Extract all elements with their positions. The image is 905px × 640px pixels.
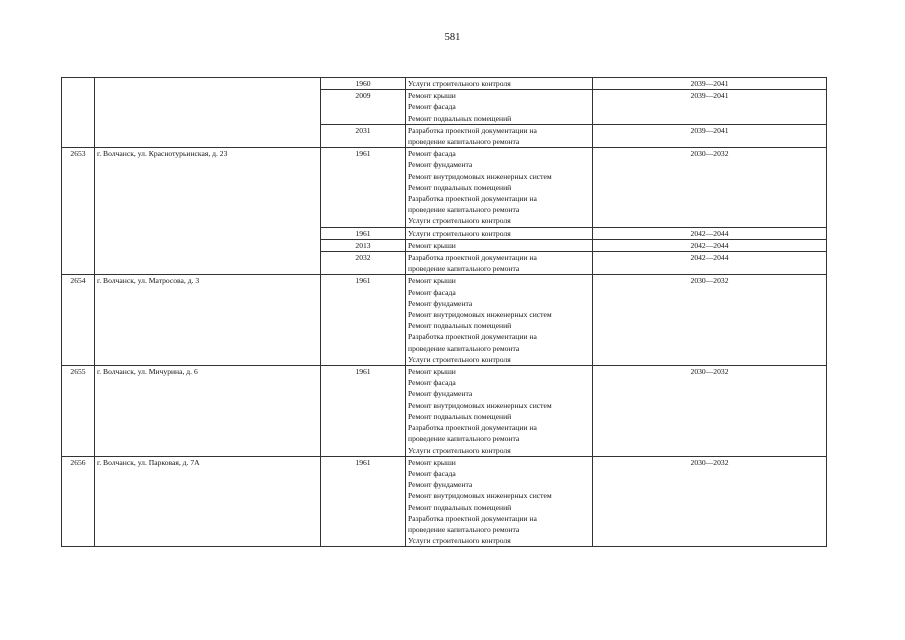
work-item: Ремонт внутридомовых инженерных систем (408, 310, 552, 320)
period-cell: 2039—2041 (593, 78, 827, 90)
works-cell (406, 252, 593, 275)
work-item: Ремонт фасада (408, 468, 456, 478)
period-cell: 2039—2041 (593, 90, 827, 125)
work-item: проведение капитального ремонта (408, 434, 520, 444)
address-cell (95, 78, 321, 148)
building-number-cell: 2654 (62, 275, 95, 366)
period-cell: 2030—2032 (593, 366, 827, 457)
year-cell: 1960 (321, 78, 406, 90)
building-number-cell (62, 78, 95, 148)
work-item: Разработка проектной документации на (408, 253, 537, 263)
year-cell: 2031 (321, 124, 406, 147)
work-item: Услуги строительного контроля (408, 216, 511, 226)
work-item: Ремонт фасада (408, 287, 456, 297)
work-item: Ремонт подвальных помещений (408, 502, 512, 512)
works-cell (406, 78, 593, 90)
page-number: 581 (444, 32, 461, 43)
works-cell (406, 239, 593, 251)
address-cell: г. Волчанск, ул. Краснотурьинская, д. 23 (95, 148, 321, 275)
address-cell: г. Волчанск, ул. Матросова, д. 3 (95, 275, 321, 366)
work-item: Ремонт внутридомовых инженерных систем (408, 491, 552, 501)
work-item: Ремонт фасада (408, 149, 456, 159)
works-cell (406, 148, 593, 227)
work-item: Разработка проектной документации на (408, 194, 537, 204)
repair-schedule-table (61, 77, 827, 547)
works-cell (406, 275, 593, 366)
work-item: Ремонт фундамента (408, 160, 473, 170)
address-cell: г. Волчанск, ул. Парковая, д. 7А (95, 456, 321, 547)
work-item: Ремонт внутридомовых инженерных систем (408, 171, 552, 181)
works-cell (406, 456, 593, 547)
work-item: Разработка проектной документации на (408, 332, 537, 342)
period-cell: 2030—2032 (593, 148, 827, 227)
work-item: проведение капитального ремонта (408, 343, 520, 353)
year-cell: 2013 (321, 239, 406, 251)
year-cell: 2009 (321, 90, 406, 125)
year-cell: 1961 (321, 148, 406, 227)
table-row (62, 78, 827, 90)
period-cell: 2042—2044 (593, 252, 827, 275)
year-cell: 1961 (321, 227, 406, 239)
work-item: Услуги строительного контроля (408, 79, 511, 88)
table-row (62, 148, 827, 227)
work-item: Разработка проектной документации на (408, 513, 537, 523)
period-cell: 2030—2032 (593, 456, 827, 547)
work-item: Ремонт фасада (408, 102, 456, 112)
work-item: Ремонт фундамента (408, 389, 473, 399)
work-item: Ремонт крыши (408, 91, 456, 101)
period-cell: 2042—2044 (593, 227, 827, 239)
work-item: Услуги строительного контроля (408, 228, 511, 238)
work-item: Услуги строительного контроля (408, 354, 511, 364)
works-cell (406, 124, 593, 147)
work-item: Услуги строительного контроля (408, 536, 511, 546)
work-item: Ремонт фундамента (408, 298, 473, 308)
year-cell: 1961 (321, 456, 406, 547)
works-cell (406, 90, 593, 125)
address-cell: г. Волчанск, ул. Мичурина, д. 6 (95, 366, 321, 457)
work-item: Ремонт фундамента (408, 480, 473, 490)
work-item: Ремонт подвальных помещений (408, 182, 512, 192)
work-item: Ремонт внутридомовых инженерных систем (408, 400, 552, 410)
work-item: Ремонт подвальных помещений (408, 113, 512, 123)
work-item: Ремонт крыши (408, 457, 456, 467)
work-item: Ремонт крыши (408, 240, 456, 250)
building-number-cell: 2655 (62, 366, 95, 457)
work-item: Разработка проектной документации на (408, 125, 537, 135)
work-item: проведение капитального ремонта (408, 524, 520, 534)
work-item: Ремонт подвальных помещений (408, 411, 512, 421)
work-item: Услуги строительного контроля (408, 445, 511, 455)
works-cell (406, 366, 593, 457)
building-number-cell: 2653 (62, 148, 95, 275)
work-item: проведение капитального ремонта (408, 137, 520, 147)
work-item: Разработка проектной документации на (408, 423, 537, 433)
works-cell (406, 227, 593, 239)
building-number-cell: 2656 (62, 456, 95, 547)
year-cell: 1961 (321, 275, 406, 366)
period-cell: 2030—2032 (593, 275, 827, 366)
work-item: проведение капитального ремонта (408, 264, 520, 274)
year-cell: 1961 (321, 366, 406, 457)
work-item: Ремонт фасада (408, 378, 456, 388)
period-cell: 2042—2044 (593, 239, 827, 251)
table-row (62, 275, 827, 366)
work-item: Ремонт подвальных помещений (408, 321, 512, 331)
year-cell: 2032 (321, 252, 406, 275)
work-item: проведение капитального ремонта (408, 205, 520, 215)
table-row (62, 366, 827, 457)
period-cell: 2039—2041 (593, 124, 827, 147)
work-item: Ремонт крыши (408, 276, 456, 286)
table-row (62, 456, 827, 547)
work-item: Ремонт крыши (408, 367, 456, 377)
